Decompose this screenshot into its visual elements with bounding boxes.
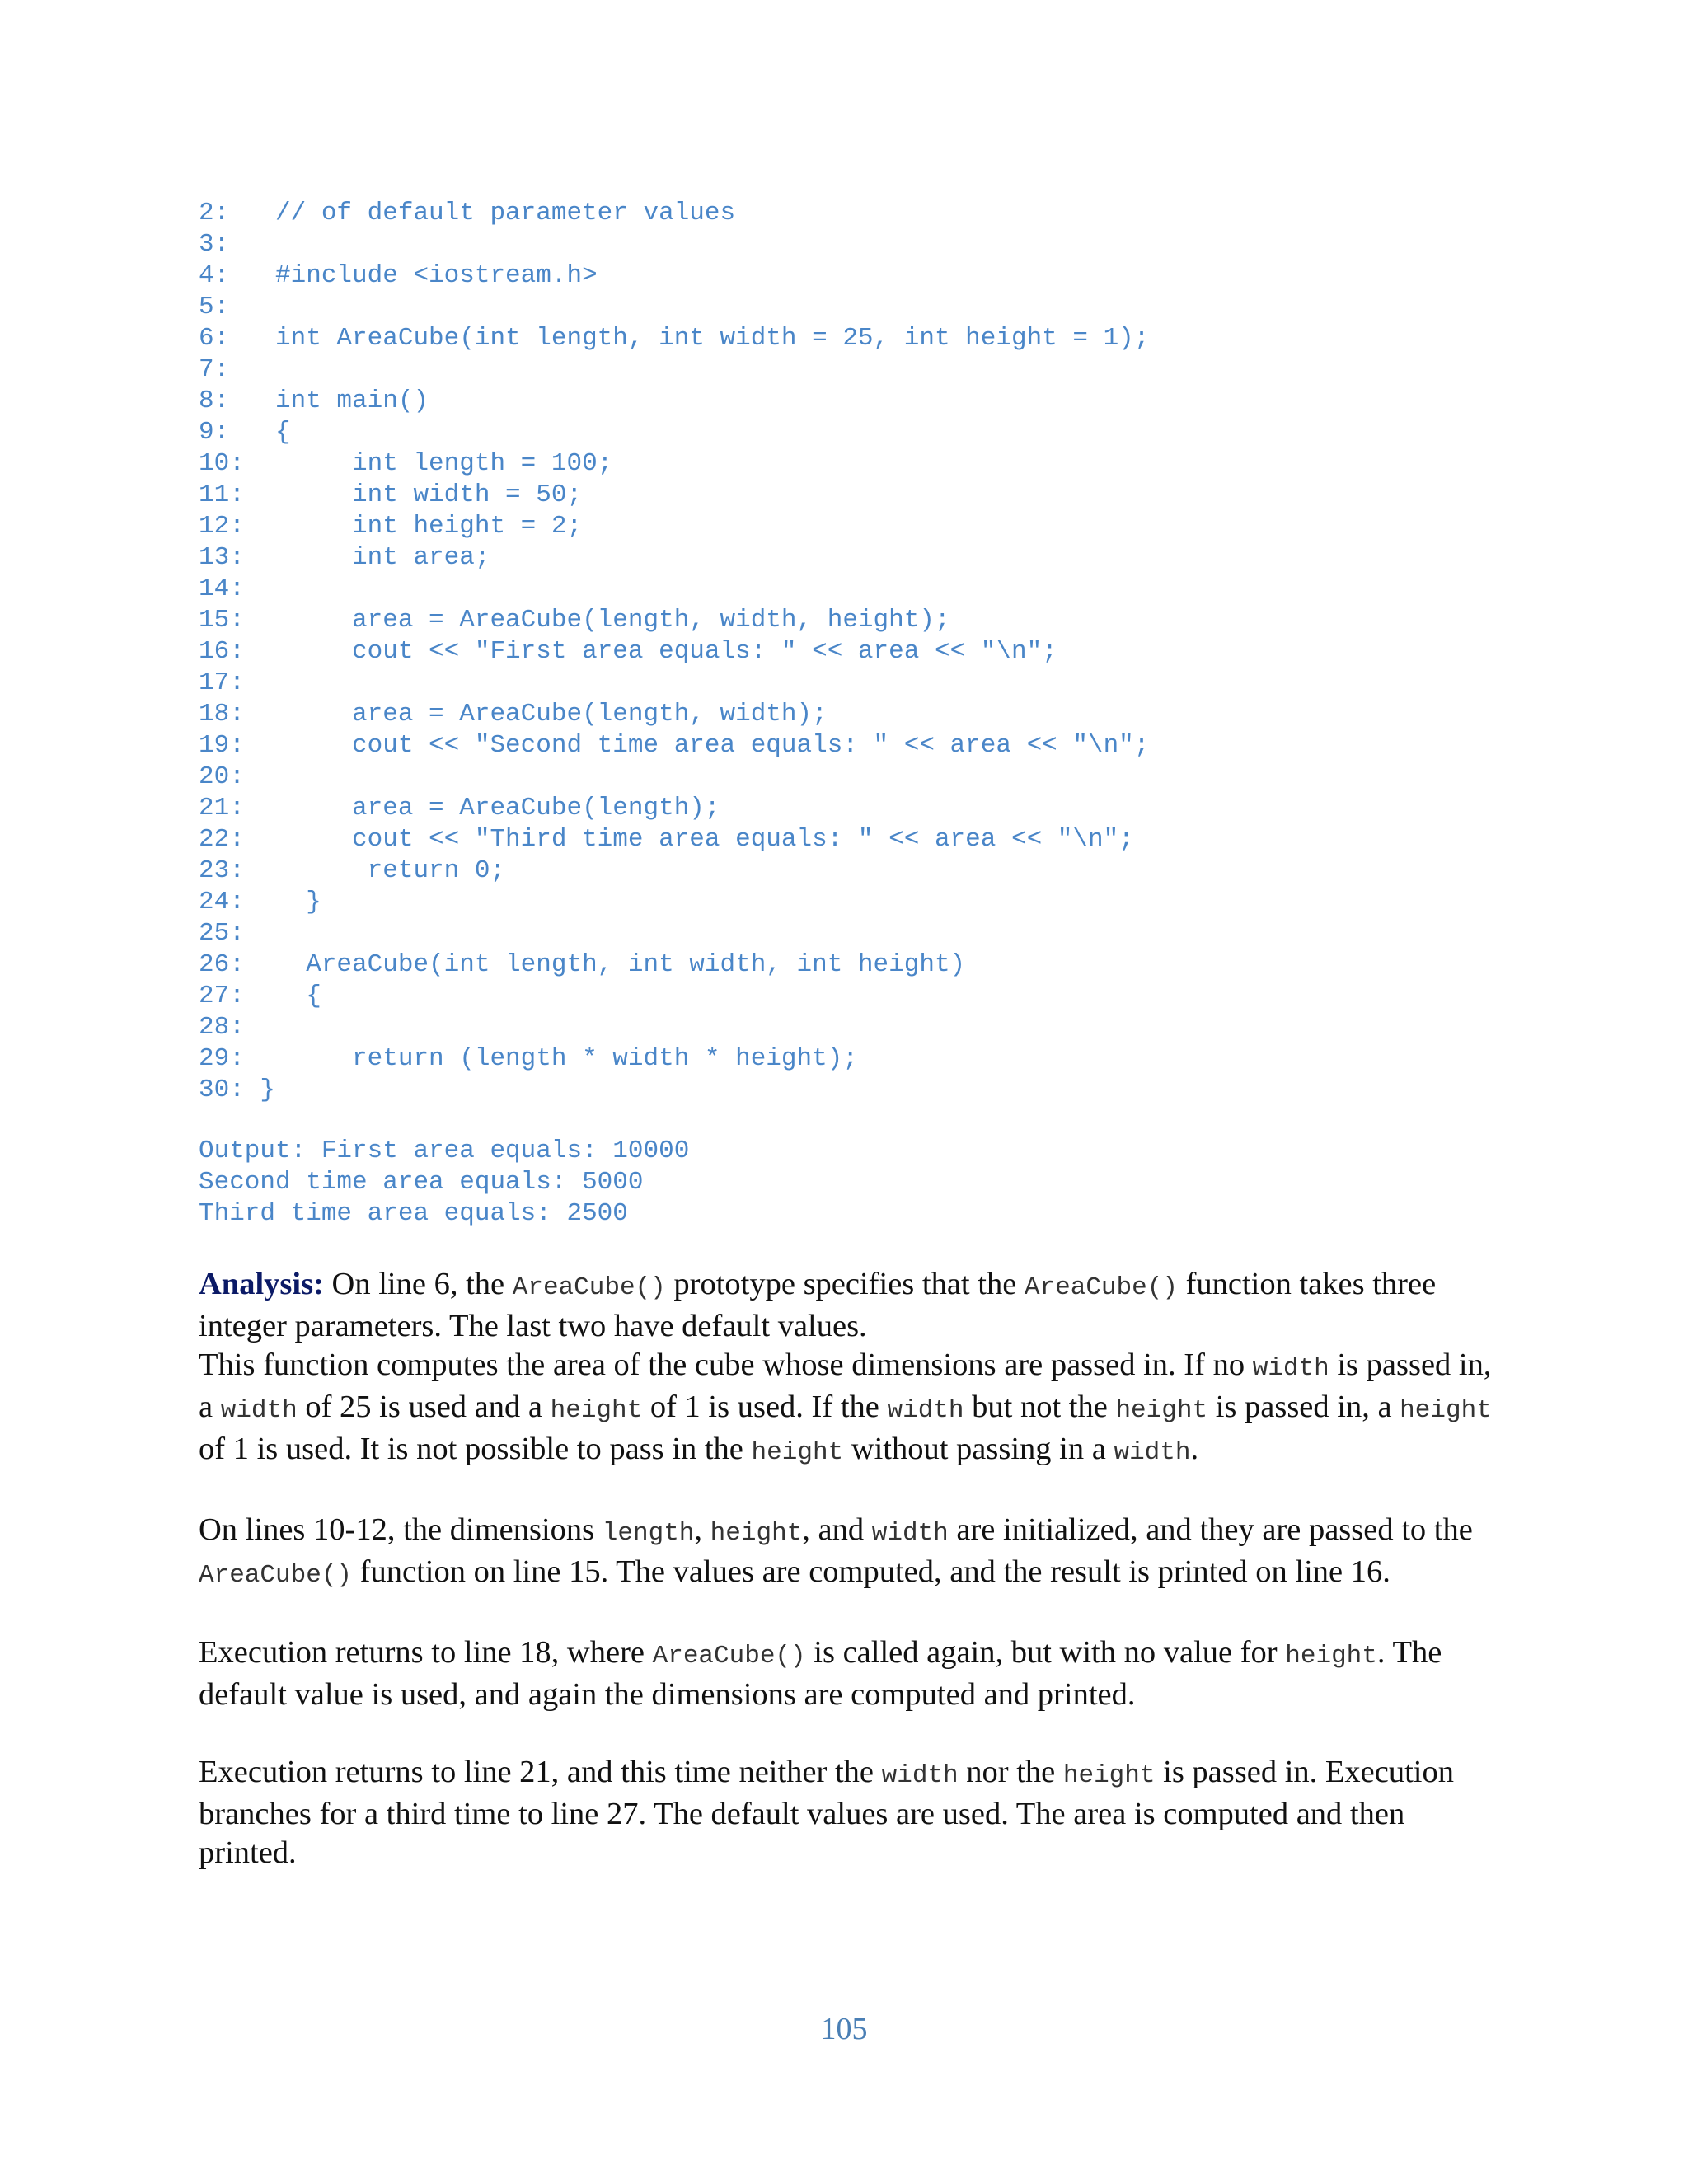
text-run: of 25 is used and a — [297, 1390, 551, 1424]
text-run: is called again, but with no value for — [805, 1635, 1286, 1670]
inline-code: width — [1114, 1438, 1191, 1467]
analysis-paragraph-4 — [199, 1633, 1501, 1714]
text-run: On lines 10-12, the dimensions — [199, 1512, 603, 1547]
code-line: 22: cout << "Third time area equals: " << area << "\n"; — [199, 825, 1134, 854]
inline-code: height — [1062, 1761, 1156, 1790]
inline-code: height — [710, 1519, 803, 1548]
inline-code: width — [881, 1761, 959, 1790]
code-line: 18: area = AreaCube(length, width); — [199, 700, 828, 729]
text-run: prototype specifies that the — [665, 1267, 1025, 1301]
inline-code: width — [1252, 1354, 1329, 1383]
inline-code: length — [602, 1519, 695, 1548]
text-run: is passed in. Execution branches for a third time to line 27. The default values are used. The area is computed and then printed. — [199, 1755, 1454, 1870]
inline-code: AreaCube() — [199, 1561, 353, 1590]
text-run: This function computes the area of the cube whose dimensions are passed in. If no — [199, 1347, 1253, 1382]
code-line: 11: int width = 50; — [199, 480, 583, 509]
text-run: but not the — [964, 1390, 1116, 1424]
code-line: 23: return 0; — [199, 856, 506, 885]
text-run: without passing in a — [843, 1432, 1114, 1466]
inline-code: height — [1115, 1396, 1208, 1425]
code-line: 9: { — [199, 418, 291, 447]
text-run: are initialized, and they are passed to the — [948, 1512, 1473, 1547]
program-output — [199, 1136, 689, 1230]
code-line: 5: — [199, 293, 230, 321]
code-line: 24: } — [199, 888, 321, 916]
text-run: function takes three integer parameters. The last two have default values. — [199, 1267, 1437, 1343]
inline-code: AreaCube() — [652, 1642, 806, 1671]
inline-code: height — [1285, 1642, 1377, 1671]
text-run: , — [694, 1512, 710, 1547]
inline-code: height — [550, 1396, 643, 1425]
text-run: . — [1190, 1432, 1199, 1466]
code-line: 8: int main() — [199, 387, 429, 415]
code-line: 27: { — [199, 982, 321, 1010]
code-line: 3: — [199, 230, 230, 259]
code-listing — [199, 198, 1149, 1106]
inline-code: AreaCube() — [1024, 1273, 1178, 1302]
text-run: is passed in, a — [199, 1347, 1492, 1424]
analysis-paragraph-1 — [199, 1265, 1501, 1346]
inline-code: width — [887, 1396, 964, 1425]
output-line: Output: First area equals: 10000 — [199, 1137, 690, 1165]
analysis-paragraph-2 — [199, 1346, 1501, 1472]
text-run: of 1 is used. It is not possible to pass in the — [199, 1432, 752, 1466]
text-run: is passed in, a — [1207, 1390, 1400, 1424]
code-line: 30: } — [199, 1076, 276, 1104]
code-line: 15: area = AreaCube(length, width, height); — [199, 606, 950, 635]
code-line: 16: cout << "First area equals: " << area << "\n"; — [199, 637, 1057, 666]
output-line: Second time area equals: 5000 — [199, 1168, 644, 1197]
text-run: . The default value is used, and again the dimensions are computed and printed. — [199, 1635, 1442, 1712]
code-line: 29: return (length * width * height); — [199, 1044, 858, 1073]
inline-code: AreaCube() — [512, 1273, 666, 1302]
analysis-paragraph-5 — [199, 1753, 1501, 1872]
code-line: 12: int height = 2; — [199, 512, 583, 541]
text-run: , and — [802, 1512, 872, 1547]
code-line: 17: — [199, 668, 245, 697]
analysis-section — [199, 1265, 1501, 1911]
inline-code: height — [751, 1438, 844, 1467]
inline-code: width — [871, 1519, 949, 1548]
code-line: 7: — [199, 355, 230, 384]
text-run: of 1 is used. If the — [642, 1390, 888, 1424]
analysis-paragraph-3 — [199, 1511, 1501, 1595]
text-run: Execution returns to line 21, and this time neither the — [199, 1755, 882, 1789]
code-line: 13: int area; — [199, 543, 490, 572]
page-number: 105 — [820, 2012, 868, 2046]
text-run: Execution returns to line 18, where — [199, 1635, 653, 1670]
code-line: 25: — [199, 919, 245, 948]
code-line: 19: cout << "Second time area equals: " << area << "\n"; — [199, 731, 1150, 760]
code-line: 28: — [199, 1013, 245, 1042]
code-line: 26: AreaCube(int length, int width, int height) — [199, 950, 966, 979]
code-line: 14: — [199, 574, 245, 603]
code-line: 6: int AreaCube(int length, int width = 25, int height = 1); — [199, 324, 1150, 353]
inline-code: height — [1400, 1396, 1492, 1425]
text-run: function on line 15. The values are computed, and the result is printed on line 16. — [352, 1554, 1390, 1589]
code-line: 2: // of default parameter values — [199, 199, 736, 227]
analysis-label: Analysis: — [199, 1267, 324, 1301]
code-line: 10: int length = 100; — [199, 449, 613, 478]
text-run: nor the — [958, 1755, 1063, 1789]
output-line: Third time area equals: 2500 — [199, 1199, 628, 1228]
inline-code: width — [220, 1396, 298, 1425]
code-line: 4: #include <iostream.h> — [199, 261, 598, 290]
code-line: 20: — [199, 762, 245, 791]
text-run: On line 6, the — [323, 1267, 513, 1301]
code-line: 21: area = AreaCube(length); — [199, 794, 720, 823]
